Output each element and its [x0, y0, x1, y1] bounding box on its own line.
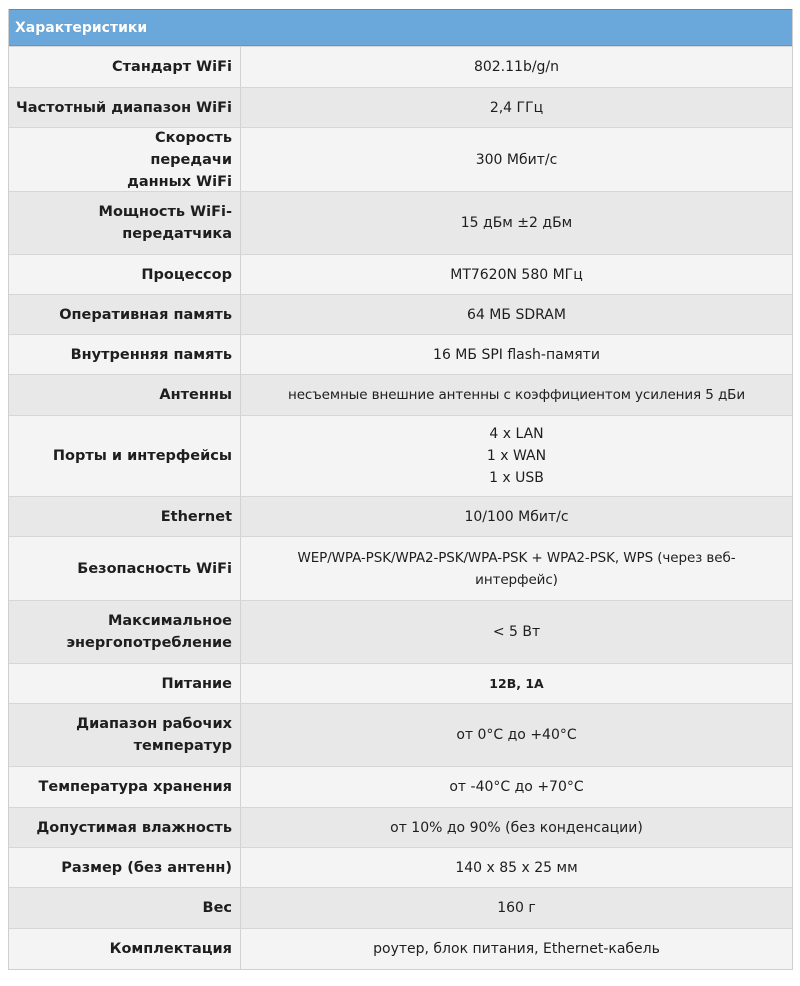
row-label: Ethernet — [9, 497, 241, 536]
table-row — [9, 294, 792, 334]
table-row — [9, 127, 792, 191]
row-value: 802.11b/g/n — [473, 59, 560, 75]
row-label: Питание — [9, 664, 241, 703]
table-row — [9, 663, 792, 703]
row-value: 64 МБ SDRAM — [467, 306, 566, 323]
row-label: Оперативная память — [9, 295, 241, 334]
row-label: Скорость передачи данных WiFi — [9, 128, 241, 191]
row-label: Комплектация — [9, 929, 241, 969]
table-row — [9, 887, 792, 928]
table-row — [9, 87, 792, 127]
specifications-table — [8, 9, 793, 970]
row-label: Частотный диапазон WiFi — [9, 88, 241, 127]
row-label: Мощность WiFi-передатчика — [9, 192, 241, 254]
row-value: роутер, блок питания, Ethernet-кабель — [373, 941, 660, 957]
row-value: MT7620N 580 МГц — [450, 266, 583, 283]
row-label: Максимальное энергопотребление — [9, 601, 241, 663]
row-label: Размер (без антенн) — [9, 848, 241, 887]
table-row — [9, 703, 792, 766]
row-value: от 10% до 90% (без конденсации) — [390, 819, 643, 836]
row-label: Температура хранения — [9, 767, 241, 807]
row-value: 140 x 85 x 25 мм — [455, 859, 578, 876]
row-label: Внутренняя память — [9, 335, 241, 374]
row-value: 4 x LAN 1 x WAN 1 x USB — [486, 426, 547, 486]
table-row — [9, 46, 792, 87]
row-label: Процессор — [9, 255, 241, 294]
table-row — [9, 191, 792, 254]
row-value: 10/100 Мбит/с — [464, 508, 569, 525]
row-label: Допустимая влажность — [9, 808, 241, 847]
table-row — [9, 807, 792, 847]
row-value: от -40°С до +70°С — [449, 779, 584, 795]
table-row — [9, 334, 792, 374]
row-value: WEP/WPA-PSK/WPA2-PSK/WPA-PSK + WPA2-PSK, WPS (через веб-интерфейс) — [297, 549, 736, 588]
table-row — [9, 600, 792, 663]
table-row — [9, 766, 792, 807]
row-label: Вес — [9, 888, 241, 928]
row-value: 160 г — [497, 900, 536, 916]
row-value: < 5 Вт — [492, 624, 541, 640]
table-row — [9, 536, 792, 600]
table-row — [9, 928, 792, 969]
row-label: Стандарт WiFi — [9, 47, 241, 87]
table-row — [9, 847, 792, 887]
row-label: Диапазон рабочих температур — [9, 704, 241, 766]
row-value: 300 Мбит/с — [475, 151, 558, 168]
row-label: Безопасность WiFi — [9, 537, 241, 600]
row-value: несъемные внешние антенны с коэффициентом усиления 5 дБи — [287, 387, 746, 403]
row-label: Порты и интерфейсы — [9, 416, 241, 496]
row-value: 12В, 1А — [489, 675, 544, 691]
table-header: Характеристики — [9, 9, 792, 46]
row-value: 15 дБм ±2 дБм — [460, 215, 573, 231]
row-value: 2,4 ГГц — [489, 99, 544, 116]
table-row — [9, 496, 792, 536]
table-row — [9, 415, 792, 496]
table-row — [9, 254, 792, 294]
table-row — [9, 374, 792, 415]
row-value: 16 МБ SPI flash-памяти — [433, 346, 600, 363]
row-label: Антенны — [9, 375, 241, 415]
row-value: от 0°С до +40°С — [456, 727, 577, 743]
